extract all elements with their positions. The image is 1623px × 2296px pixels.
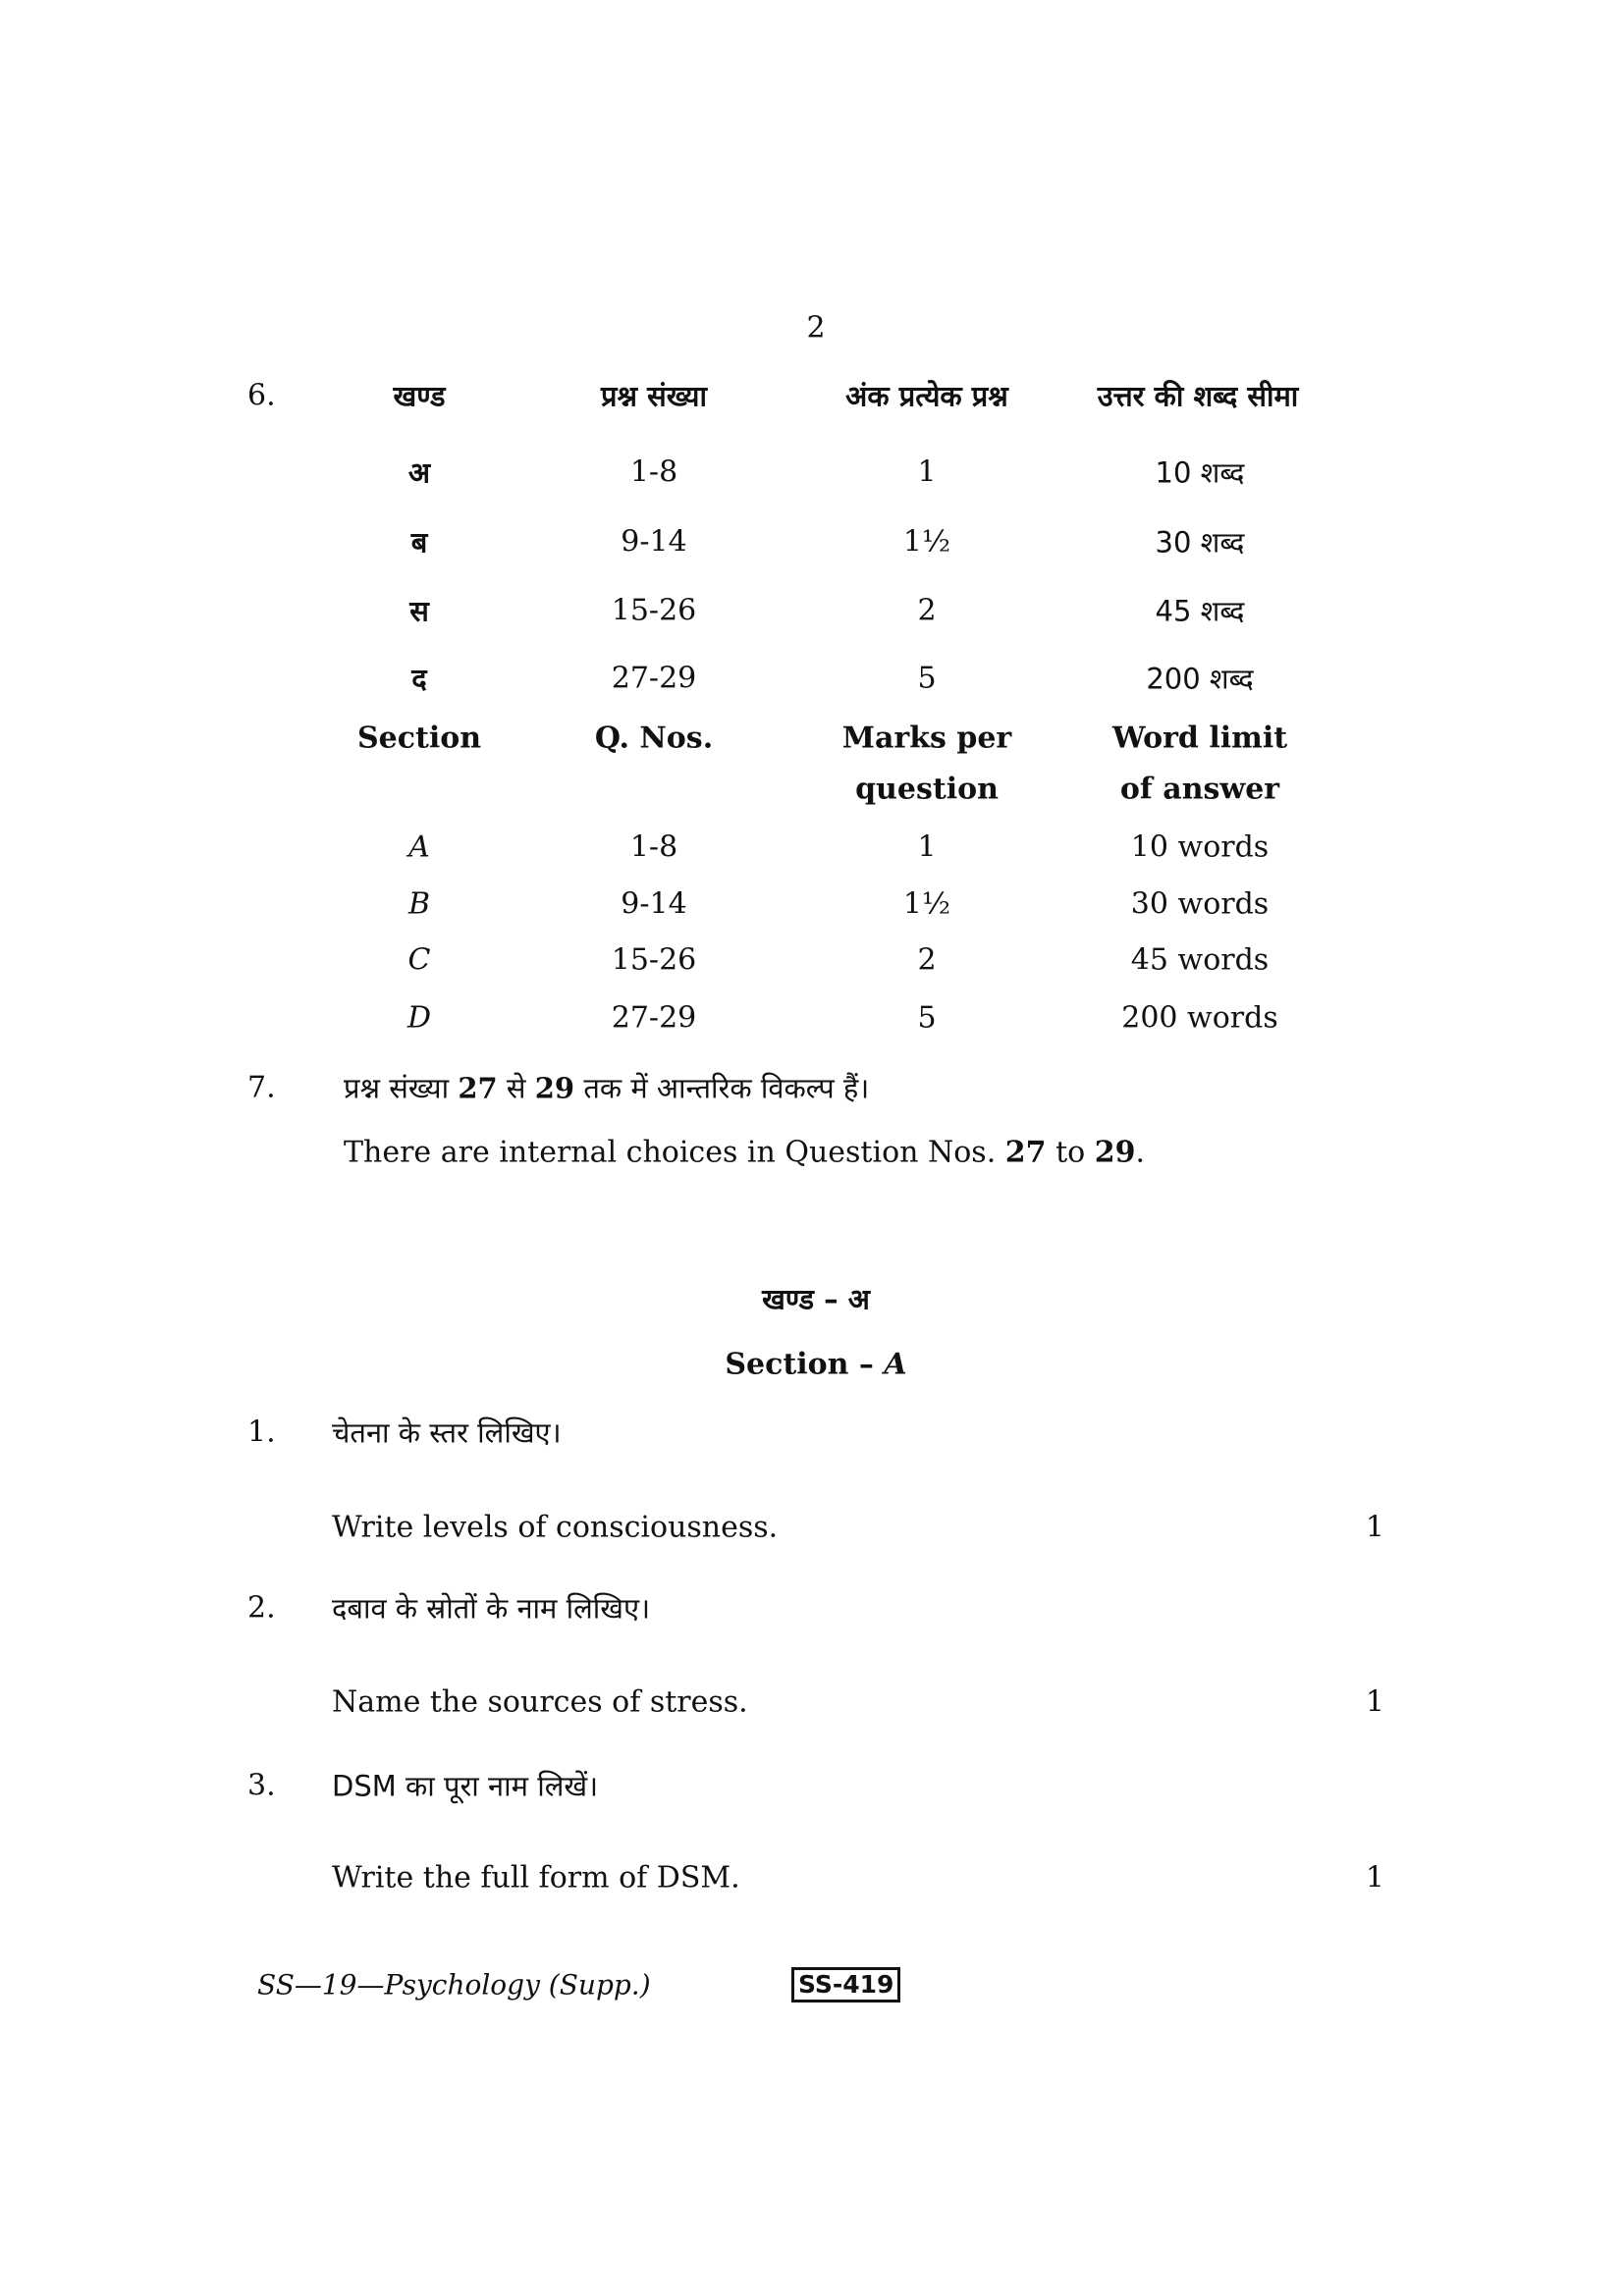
question-marks: 1 bbox=[1365, 1860, 1384, 1896]
bold-number: 29 bbox=[534, 1071, 575, 1105]
header-marks-hindi: अंक प्रत्येक प्रश्न bbox=[845, 379, 1008, 413]
question-text-hindi: दबाव के स्रोतों के नाम लिखिए। bbox=[332, 1591, 651, 1626]
text: . bbox=[1135, 1135, 1146, 1170]
cell-section: स bbox=[409, 594, 429, 628]
section-heading-hindi bbox=[762, 1280, 870, 1318]
question-text-english: Name the sources of stress. bbox=[332, 1684, 748, 1720]
cell-section: द bbox=[411, 662, 427, 696]
text: प्रश्न संख्या bbox=[344, 1071, 459, 1105]
cell-section: ब bbox=[410, 525, 428, 560]
header-marks-line1: Marks per bbox=[841, 721, 1012, 756]
header-words-line2: of answer bbox=[1119, 772, 1280, 807]
cell-words: 10 शब्द bbox=[1155, 455, 1245, 490]
question-number: 3. bbox=[247, 1768, 276, 1803]
question-marks: 1 bbox=[1365, 1510, 1384, 1545]
header-section: Section bbox=[356, 721, 482, 756]
cell-qnos: 15-26 bbox=[611, 593, 697, 628]
question-text-hindi: चेतना के स्तर लिखिए। bbox=[332, 1415, 562, 1450]
cell-words: 10 words bbox=[1130, 829, 1270, 865]
cell-section: C bbox=[407, 942, 431, 978]
question-text-english: Write levels of consciousness. bbox=[332, 1510, 779, 1545]
cell-words: 45 words bbox=[1130, 942, 1270, 978]
text: खण्ड – bbox=[762, 1282, 848, 1316]
cell-words: 45 शब्द bbox=[1155, 594, 1245, 628]
cell-section: अ bbox=[407, 455, 431, 490]
question-text-hindi: DSM का पूरा नाम लिखें। bbox=[332, 1769, 599, 1803]
text: से bbox=[497, 1071, 535, 1105]
question-number: 1. bbox=[247, 1415, 276, 1450]
cell-marks: 5 bbox=[917, 661, 937, 696]
bold-number: 27 bbox=[1004, 1135, 1047, 1170]
cell-marks: 1½ bbox=[902, 886, 951, 922]
cell-words: 30 शब्द bbox=[1155, 525, 1245, 560]
cell-marks: 1 bbox=[917, 454, 937, 490]
instruction-7-english bbox=[344, 1136, 1145, 1170]
cell-words: 200 शब्द bbox=[1146, 662, 1254, 696]
footer-paper-code: SS-419 bbox=[791, 1967, 900, 2002]
question-marks: 1 bbox=[1365, 1684, 1384, 1720]
cell-qnos: 9-14 bbox=[621, 524, 687, 560]
cell-section: D bbox=[406, 1000, 432, 1036]
instruction-7-hindi bbox=[344, 1069, 869, 1107]
page-number: 2 bbox=[806, 310, 826, 346]
section-heading-english bbox=[725, 1348, 906, 1382]
cell-marks: 1½ bbox=[902, 524, 951, 560]
cell-words: 200 words bbox=[1121, 1000, 1278, 1036]
section-letter: A bbox=[884, 1347, 907, 1382]
cell-marks: 5 bbox=[917, 1000, 937, 1036]
header-section-hindi: खण्ड bbox=[393, 379, 446, 413]
cell-qnos: 1-8 bbox=[629, 829, 678, 865]
cell-marks: 2 bbox=[917, 942, 937, 978]
header-words-hindi: उत्तर की शब्द सीमा bbox=[1097, 379, 1299, 413]
item-number: 6. bbox=[247, 378, 276, 413]
cell-words: 30 words bbox=[1130, 886, 1270, 922]
bold-number: 29 bbox=[1094, 1135, 1136, 1170]
text: Section – bbox=[725, 1347, 885, 1382]
header-words-line1: Word limit bbox=[1111, 721, 1288, 756]
cell-qnos: 9-14 bbox=[621, 886, 687, 922]
cell-qnos: 15-26 bbox=[611, 942, 697, 978]
text: to bbox=[1046, 1135, 1095, 1170]
header-qnos: Q. Nos. bbox=[594, 721, 714, 756]
cell-section: B bbox=[407, 886, 431, 922]
cell-marks: 2 bbox=[917, 593, 937, 628]
cell-section: A bbox=[408, 829, 430, 865]
header-qnos-hindi: प्रश्न संख्या bbox=[600, 379, 708, 413]
question-number: 2. bbox=[247, 1590, 276, 1626]
footer-paper-title: SS—19—Psychology (Supp.) bbox=[257, 1968, 651, 2002]
question-text-english: Write the full form of DSM. bbox=[332, 1860, 740, 1896]
section-letter: अ bbox=[847, 1282, 870, 1316]
header-marks-line2: question bbox=[855, 772, 999, 807]
cell-qnos: 27-29 bbox=[611, 661, 697, 696]
cell-qnos: 27-29 bbox=[611, 1000, 697, 1036]
bold-number: 27 bbox=[458, 1071, 498, 1105]
text: तक में आन्तरिक विकल्प हैं। bbox=[574, 1071, 870, 1105]
item-number: 7. bbox=[247, 1070, 276, 1105]
cell-qnos: 1-8 bbox=[629, 454, 678, 490]
text: There are internal choices in Question Nos. bbox=[344, 1135, 1005, 1170]
cell-marks: 1 bbox=[917, 829, 937, 865]
